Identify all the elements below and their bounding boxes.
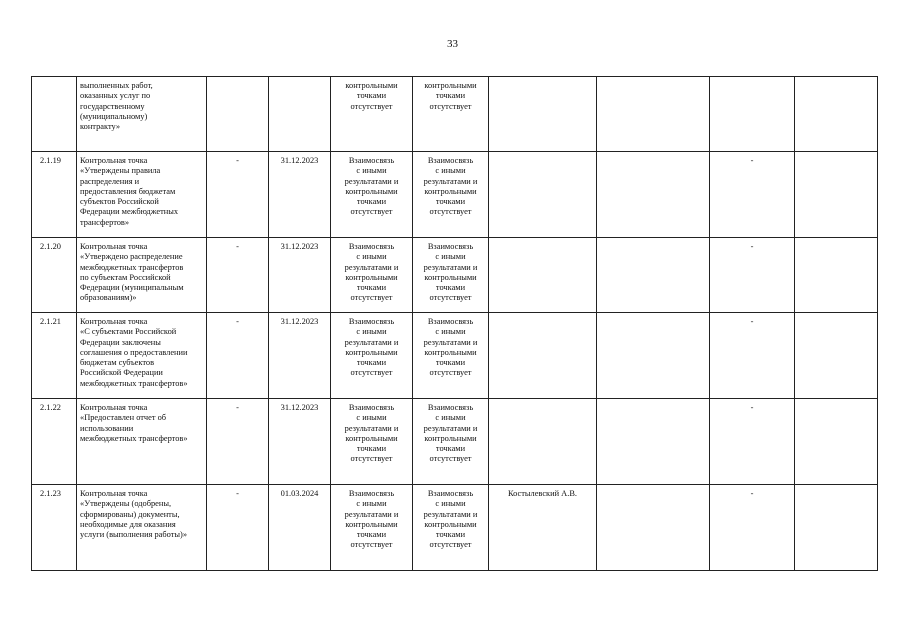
empty-cell — [597, 77, 710, 152]
empty-cell — [597, 399, 710, 485]
deadline-date: 31.12.2023 — [269, 399, 331, 485]
base-value: - — [207, 399, 269, 485]
info-system-cell — [710, 77, 795, 152]
predecessor-link: Взаимосвязь с иными результатами и контрольными точками отсутствует — [331, 152, 413, 238]
predecessor-link: Взаимосвязь с иными результатами и контрольными точками отсутствует — [331, 399, 413, 485]
empty-cell — [597, 238, 710, 313]
control-point-name: Контрольная точка «Утверждено распределение межбюджетных трансфертов по субъектам Российской Федерации (муниципальным образованиям)» — [77, 238, 207, 313]
row-number: 2.1.19 — [32, 152, 77, 238]
row-number: 2.1.20 — [32, 238, 77, 313]
info-system-cell: - — [710, 399, 795, 485]
predecessor-link: Взаимосвязь с иными результатами и контрольными точками отсутствует — [331, 238, 413, 313]
responsible-person — [489, 77, 597, 152]
empty-cell — [795, 399, 878, 485]
control-point-name: Контрольная точка «С субъектами Российской Федерации заключены соглашения о предоставлении бюджетам субъектов Российской Федерации межбюджетных трансфертов» — [77, 313, 207, 399]
predecessor-link: Взаимосвязь с иными результатами и контрольными точками отсутствует — [331, 313, 413, 399]
table-row — [32, 399, 878, 485]
empty-cell — [795, 485, 878, 571]
base-value: - — [207, 238, 269, 313]
base-value: - — [207, 485, 269, 571]
deadline-date — [269, 77, 331, 152]
responsible-person — [489, 313, 597, 399]
empty-cell — [795, 77, 878, 152]
deadline-date: 31.12.2023 — [269, 152, 331, 238]
info-system-cell: - — [710, 485, 795, 571]
successor-link: Взаимосвязь с иными результатами и контрольными точками отсутствует — [413, 485, 489, 571]
control-points-table — [31, 76, 878, 571]
successor-link: Взаимосвязь с иными результатами и контрольными точками отсутствует — [413, 313, 489, 399]
responsible-person — [489, 399, 597, 485]
row-number: 2.1.22 — [32, 399, 77, 485]
empty-cell — [795, 313, 878, 399]
control-point-name: Контрольная точка «Предоставлен отчет об использовании межбюджетных трансфертов» — [77, 399, 207, 485]
empty-cell — [795, 152, 878, 238]
responsible-person — [489, 238, 597, 313]
info-system-cell: - — [710, 238, 795, 313]
control-point-name: Контрольная точка «Утверждены (одобрены, сформированы) документы, необходимые для оказания услуги (выполнения работы)» — [77, 485, 207, 571]
deadline-date: 01.03.2024 — [269, 485, 331, 571]
row-number: 2.1.23 — [32, 485, 77, 571]
deadline-date: 31.12.2023 — [269, 238, 331, 313]
table-row — [32, 313, 878, 399]
successor-link: Взаимосвязь с иными результатами и контрольными точками отсутствует — [413, 152, 489, 238]
responsible-person — [489, 152, 597, 238]
predecessor-link: Взаимосвязь с иными результатами и контрольными точками отсутствует — [331, 485, 413, 571]
successor-link: Взаимосвязь с иными результатами и контрольными точками отсутствует — [413, 238, 489, 313]
successor-link: контрольными точками отсутствует — [413, 77, 489, 152]
base-value — [207, 77, 269, 152]
info-system-cell: - — [710, 152, 795, 238]
deadline-date: 31.12.2023 — [269, 313, 331, 399]
row-number — [32, 77, 77, 152]
successor-link: Взаимосвязь с иными результатами и контрольными точками отсутствует — [413, 399, 489, 485]
control-point-name: Контрольная точка «Утверждены правила распределения и предоставления бюджетам субъектов Российской Федерации межбюджетных трансфертов» — [77, 152, 207, 238]
empty-cell — [795, 238, 878, 313]
table-row — [32, 238, 878, 313]
empty-cell — [597, 485, 710, 571]
row-number: 2.1.21 — [32, 313, 77, 399]
empty-cell — [597, 313, 710, 399]
info-system-cell: - — [710, 313, 795, 399]
page-number: 33 — [447, 38, 458, 50]
base-value: - — [207, 313, 269, 399]
empty-cell — [597, 152, 710, 238]
responsible-person: Костылевский А.В. — [489, 485, 597, 571]
control-point-name: выполненных работ, оказанных услуг по государственному (муниципальному) контракту» — [77, 77, 207, 152]
predecessor-link: контрольными точками отсутствует — [331, 77, 413, 152]
table-row — [32, 77, 878, 152]
base-value: - — [207, 152, 269, 238]
table-row — [32, 152, 878, 238]
table-row — [32, 485, 878, 571]
